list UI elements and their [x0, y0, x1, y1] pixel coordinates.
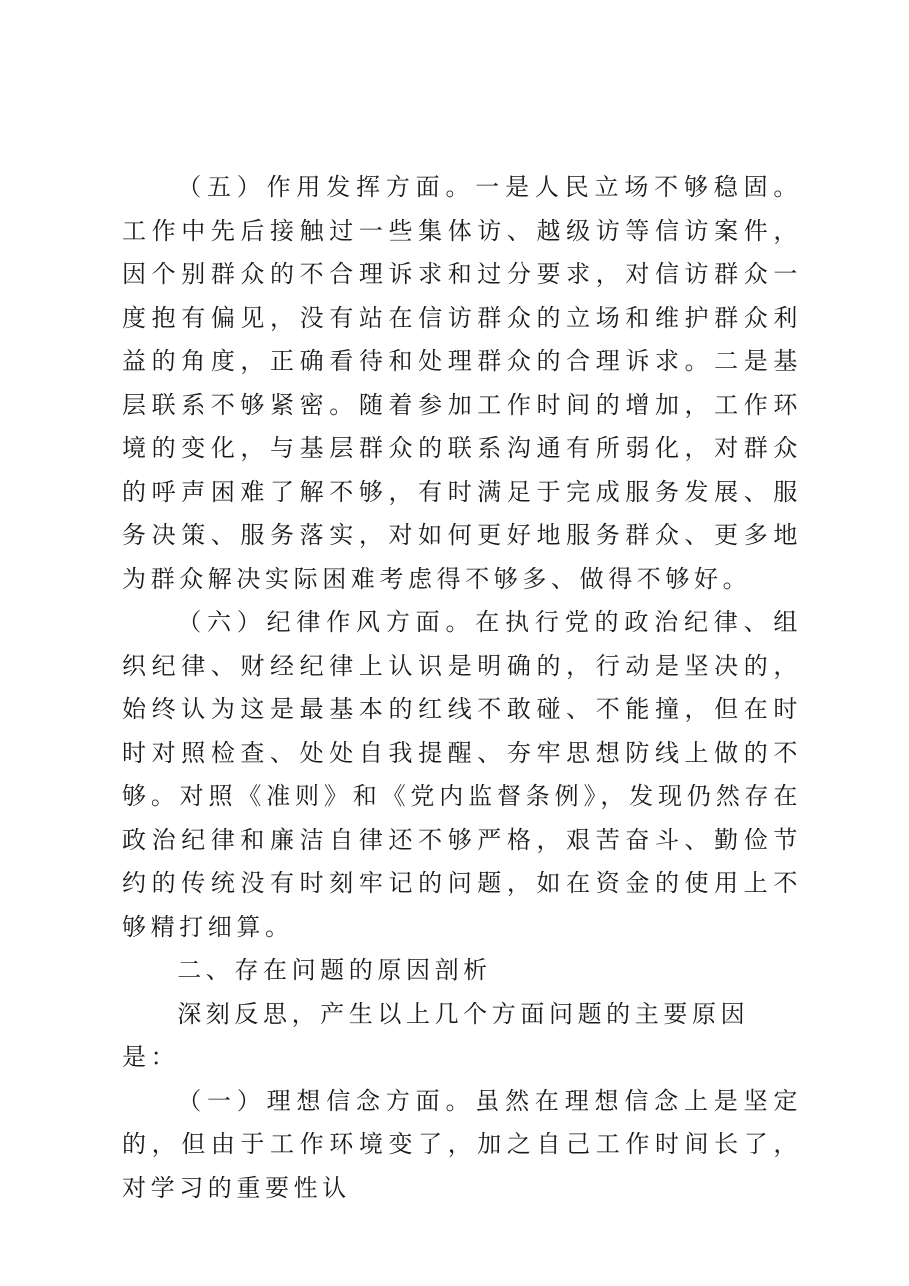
intro-line: 深刻反思，产生以上几个方面问题的主要原因是：: [122, 999, 750, 1071]
paragraph-ideals-beliefs: （一）理想信念方面。虽然在理想信念上是坚定的，但由于工作环境变了，加之自己工作时间长了，对学习的重要性认: [122, 1086, 802, 1202]
paragraph-role-performance: （五）作用发挥方面。一是人民立场不够稳固。工作中先后接触过一些集体访、越级访等信访案件，因个别群众的不合理诉求和过分要求，对信访群众一度抱有偏见，没有站在信访群众的立场和维护群众利益的角度，正确看待和处理群众的合理诉求。二是基层联系不够紧密。随着参加工作时间的增加，工作环境的变化，与基层群众的联系沟通有所弱化，对群众的呼声困难了解不够，有时满足于完成服务发展、服务决策、服务落实，对如何更好地服务群众、更多地为群众解决实际困难考虑得不够多、做得不够好。: [122, 173, 802, 593]
document-body: [122, 166, 802, 1210]
section-heading: 二、存在问题的原因剖析: [177, 956, 492, 984]
paragraph-discipline-style: （六）纪律作风方面。在执行党的政治纪律、组织纪律、财经纪律上认识是明确的，行动是坚决的，始终认为这是最基本的红线不敢碰、不能撞，但在时时对照检查、处处自我提醒、夯牢思想防线上做的不够。对照《准则》和《党内监督条例》，发现仍然存在政治纪律和廉洁自律还不够严格，艰苦奋斗、勤俭节约的传统没有时刻牢记的问题，如在资金的使用上不够精打细算。: [122, 608, 802, 941]
